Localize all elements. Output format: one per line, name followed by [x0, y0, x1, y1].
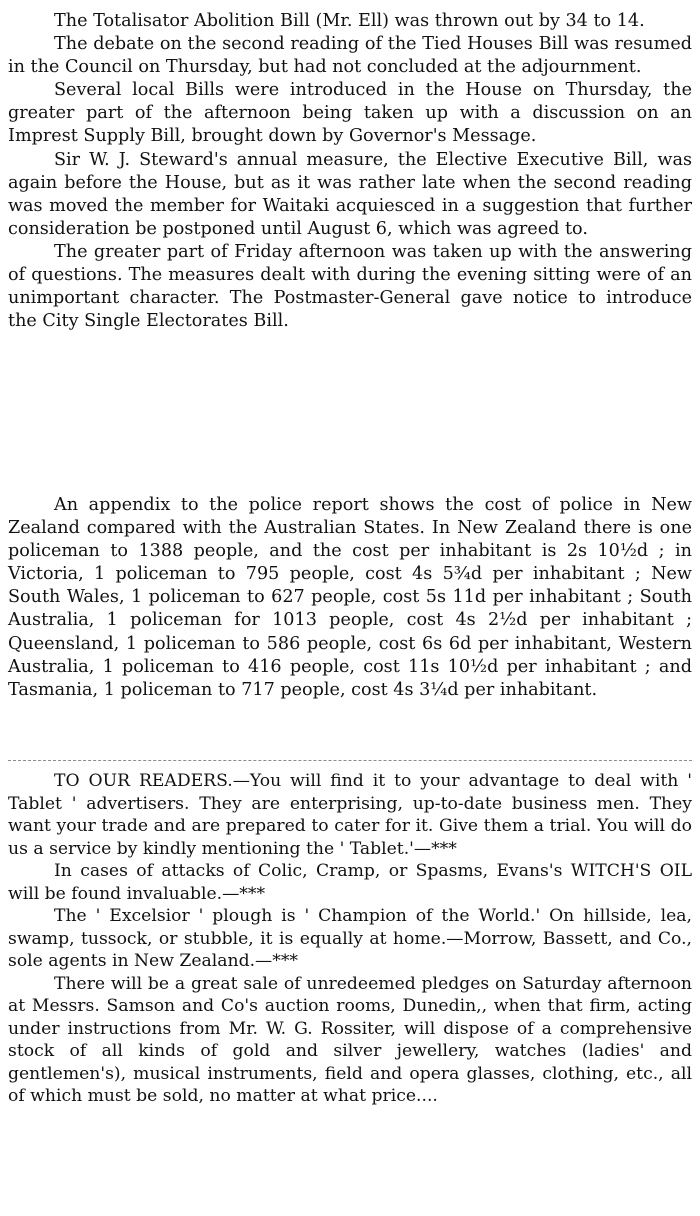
police-report-section: [8, 494, 692, 760]
paragraph-local-bills: Several local Bills were introduced in the House on Thursday, the greater part of the afternoon being taken up with a discussion on an Imprest Supply Bill, brought down by Governor's Message.: [8, 80, 692, 147]
paragraph-to-our-readers: TO OUR READERS.—You will find it to your advantage to deal with ' Tablet ' advertisers. They are enterprising, up-to-date business men. They want your trade and are prepared to cater for it. Give them a trial. You will do us a service by kindly mentioning the ' Tablet.'—***: [8, 771, 692, 859]
paragraph-elective-executive-bill: Sir W. J. Steward's annual measure, the Elective Executive Bill, was again before the House, but as it was rather late when the second reading was moved the member for Waitaki acquiesced in a suggestion that further consideration be postponed until August 6, which was agreed to.: [8, 149, 692, 239]
notices-section: [8, 770, 692, 1108]
paragraph-police-cost: An appendix to the police report shows the cost of police in New Zealand compared with the Australian States. In New Zealand there is one policeman to 1388 people, and the cost per inhabitant is 2s 10½d ; in Victoria, 1 policeman to 795 people, cost 4s 5¾d per inhabitant ; New South Wales, 1 policeman to 627 people, cost 5s 11d per inhabitant ; South Australia, 1 policeman for 1013 people, cost 4s 2½d per inhabitant ; Queensland, 1 policeman to 586 people, cost 6s 6d per inhabitant, Western Australia, 1 policeman to 416 people, cost 11s 10½d per inhabitant ; and Tasmania, 1 policeman to 717 people, cost 4s 3¼d per inhabitant.: [8, 495, 692, 700]
paragraph-totalisator-bill: The Totalisator Abolition Bill (Mr. Ell) was thrown out by 34 to 14.: [54, 11, 645, 31]
paragraph-excelsior-plough: The ' Excelsior ' plough is ' Champion of the World.' On hillside, lea, swamp, tussock, or stubble, it is equally at home.—Morrow, Bassett, and Co., sole agents in New Zealand.—***: [8, 906, 692, 971]
paragraph-tied-houses-bill: The debate on the second reading of the Tied Houses Bill was resumed in the Council on Thursday, but had not concluded at the adjournment.: [8, 34, 692, 78]
paragraph-pledges-sale: There will be a great sale of unredeemed pledges on Saturday afternoon at Messrs. Samson and Co's auction rooms, Dunedin,, when that firm, acting under instructions from Mr. W. G. Rossiter, will dispose of a comprehensive stock of all kinds of gold and silver jewellery, watches (ladies' and gentlemen's), musical instruments, field and opera glasses, clothing, etc., all of which must be sold, no matter at what price....: [8, 973, 692, 1106]
paragraph-witchs-oil: In cases of attacks of Colic, Cramp, or Spasms, Evans's WITCH'S OIL will be found invaluable.—***: [8, 861, 692, 904]
section-divider: [8, 760, 692, 762]
newspaper-column: [8, 10, 692, 1108]
paragraph-friday-sitting: The greater part of Friday afternoon was taken up with the answering of questions. The measures dealt with during the evening sitting were of an unimportant character. The Postmaster-General gave notice to introduce the City Single Electorates Bill.: [8, 241, 692, 332]
parliament-news-section: [8, 10, 692, 482]
